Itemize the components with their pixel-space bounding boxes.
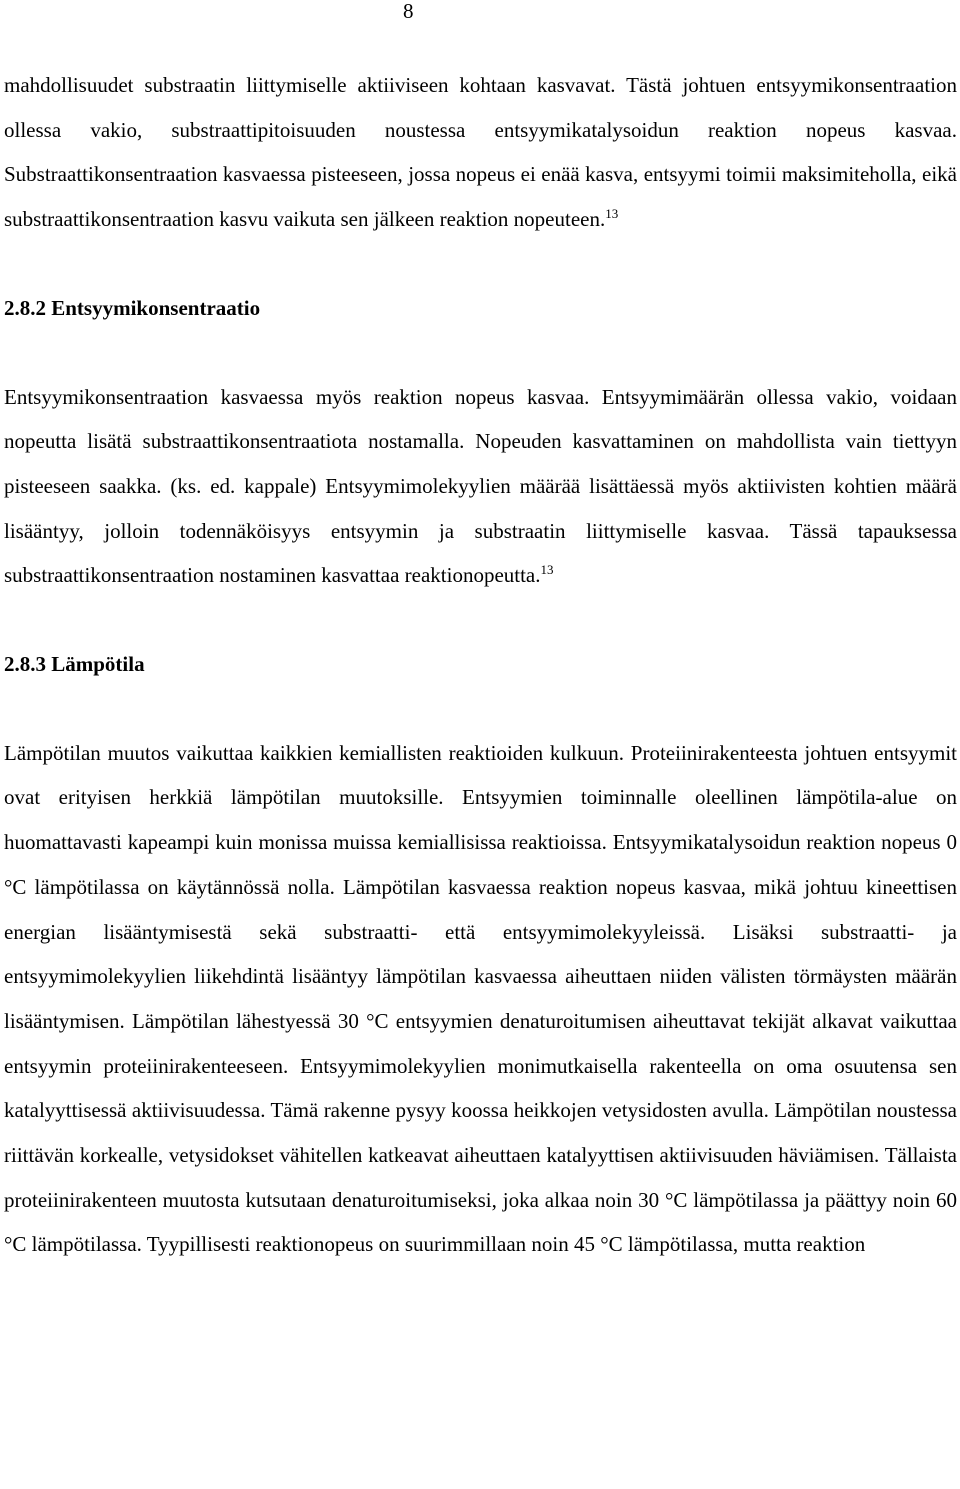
paragraph-substrate-concentration <box>4 63 957 242</box>
reference-number: 13 <box>605 206 619 222</box>
paragraph-text: mahdollisuudet substraatin liittymiselle aktiiviseen kohtaan kasvavat. Tästä johtuen entsyymikonsentraation ollessa vakio, substraattipitoisuuden noustessa entsyymikatalysoidun reaktion nopeus kasvaa. Substraattikonsentraation kasvaessa pisteeseen, jossa nopeus ei enää kasva, entsyymi toimii maksimiteholla, eikä substraattikonsentraation kasvu vaikuta sen jälkeen reaktion nopeuteen. <box>4 73 957 232</box>
paragraph-enzyme-concentration <box>4 375 957 599</box>
paragraph-text: Entsyymikonsentraation kasvaessa myös reaktion nopeus kasvaa. Entsyymimäärän ollessa vakio, voidaan nopeutta lisätä substraattikonsentraatiota nostamalla. Nopeuden kasvattaminen on mahdollista vain tiettyyn pisteeseen saakka. (ks. ed. kappale) Entsyymimolekyylien määrää lisättäessä myös aktiivisten kohtien määrä lisääntyy, jolloin todennäköisyys entsyymin ja substraatin liittymiselle kasvaa. Tässä tapauksessa substraattikonsentraation nostaminen kasvattaa reaktionopeutta. <box>4 384 957 588</box>
section-heading-temperature: 2.8.3 Lämpötila <box>4 652 145 677</box>
section-heading-enzyme-concentration: 2.8.2 Entsyymikonsentraatio <box>4 295 261 320</box>
paragraph-temperature: Lämpötilan muutos vaikuttaa kaikkien kemiallisten reaktioiden kulkuun. Proteiinirakenteesta johtuen entsyymit ovat erityisen herkkiä lämpötilan muutoksille. Entsyymien toiminnalle oleellinen lämpötila-alue on huomattavasti kapeampi kuin monissa muissa kemiallisissa reaktioissa. Entsyymikatalysoidun reaktion nopeus 0 °C lämpötilassa on käytännössä nolla. Lämpötilan kasvaessa reaktion nopeus kasvaa, mikä johtuu kineettisen energian lisääntymisestä sekä substraatti- että entsyymimolekyyleissä. Lisäksi substraatti- ja entsyymimolekyylien liikehdintä lisääntyy lämpötilan kasvaessa aiheuttaen niiden välisten törmäysten määrän lisääntymisen. Lämpötilan lähestyessä 30 °C entsyymien denaturoitumisen aiheuttavat tekijät alkavat vaikuttaa entsyymin proteiinirakenteeseen. Entsyymimolekyylien monimutkaisella rakenteella on oma osuutensa sen katalyyttisessä aktiivisuudessa. Tämä rakenne pysyy koossa heikkojen vetysidosten avulla. Lämpötilan noustessa riittävän korkealle, vetysidokset vähitellen katkeavat aiheuttaen katalyyttisen aktiivisuuden häviämisen. Tällaista proteiinirakenteen muutosta kutsutaan denaturoitumiseksi, joka alkaa noin 30 °C lämpötilassa ja päättyy noin 60 °C lämpötilassa. Tyypillisesti reaktionopeus on suurimmillaan noin 45 °C lämpötilassa, mutta reaktion <box>4 740 957 1257</box>
document-body <box>4 63 957 1267</box>
page-number: 8 <box>403 0 414 23</box>
reference-number: 13 <box>540 562 554 578</box>
